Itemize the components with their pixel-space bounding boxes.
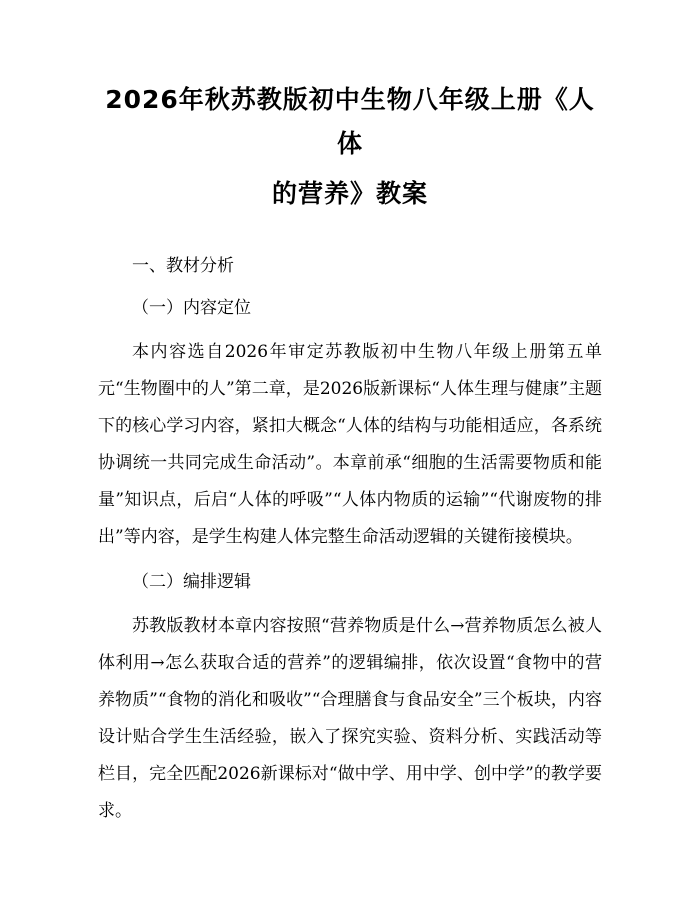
title-line-1: 2026年秋苏教版初中生物八年级上册《人体 — [105, 85, 595, 158]
paragraph-arrangement-logic: 苏教版教材本章内容按照“营养物质是什么→营养物质怎么被人体利用→怎么获取合适的营养”的逻辑编排，依次设置“食物中的营养物质”“食物的消化和吸收”“合理膳食与食品安全”三个板块，内容设计贴合学生生活经验，嵌入了探究实验、资料分析、实践活动等栏目，完全匹配2026新课标对“做中学、用中学、创中学”的教学要求。 — [98, 616, 602, 821]
document-title — [98, 78, 602, 216]
title-line-2: 的营养》教案 — [271, 179, 428, 208]
section-heading-textbook-analysis: 一、教材分析 — [132, 256, 234, 276]
paragraph-content-positioning: 本内容选自2026年审定苏教版初中生物八年级上册第五单元“生物圈中的人”第二章，是2026版新课标“人体生理与健康”主题下的核心学习内容，紧扣大概念“人体的结构与功能相适应，各系统协调统一共同完成生命活动”。本章前承“细胞的生活需要物质和能量”知识点，后启“人体的呼吸”“人体内物质的运输”“代谢废物的排出”等内容，是学生构建人体完整生命活动逻辑的关键衔接模块。 — [98, 342, 602, 547]
subsection-heading-content-positioning: （一）内容定位 — [132, 298, 251, 318]
subsection-heading-arrangement-logic: （二）编排逻辑 — [132, 572, 251, 592]
